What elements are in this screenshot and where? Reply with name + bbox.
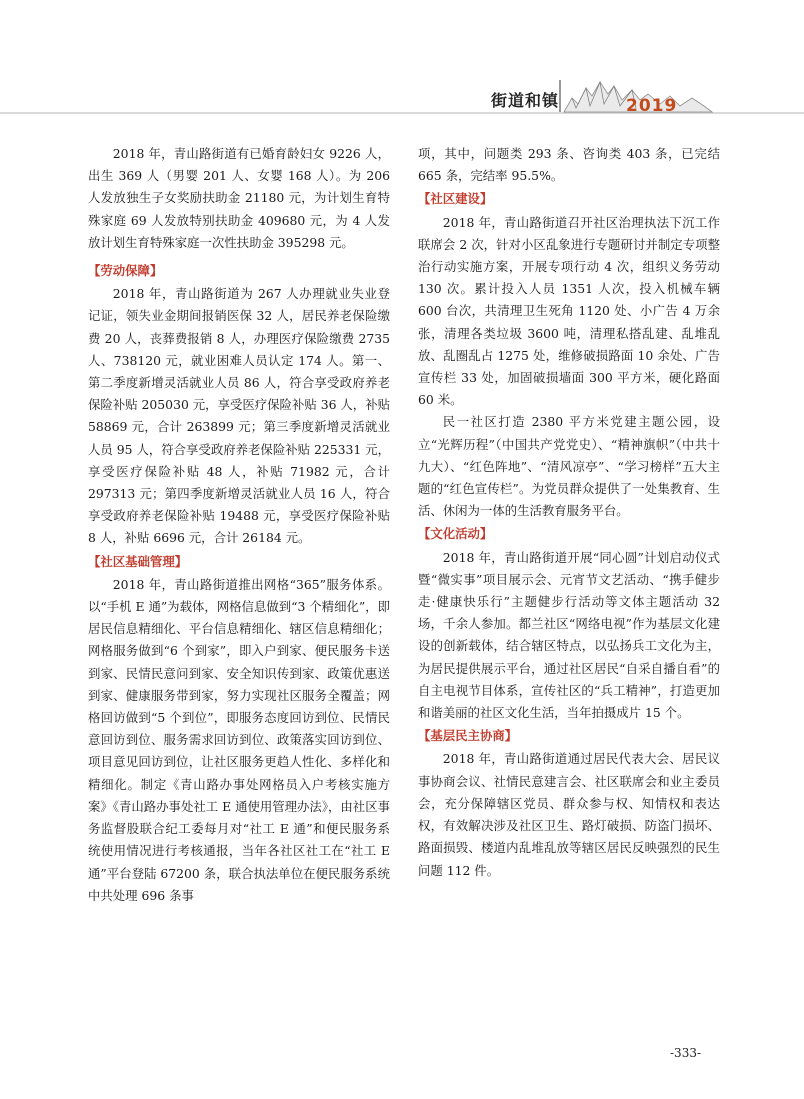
- section-heading-community-building: 【社区建设】: [418, 191, 493, 207]
- paragraph-continuation: 项，其中，问题类 293 条、咨询类 403 条，已完结 665 条，完结率 95.5%。: [418, 146, 720, 184]
- section-heading-culture: 【文化活动】: [418, 526, 493, 542]
- header-title: 街道和镇: [491, 91, 560, 110]
- paragraph-party-park: 民一社区打造 2380 平方米党建主题公园，设立“光辉历程”（中国共产党党史）、“精神旗帜”（中共十九大）、“红色阵地”、“清风凉亭”、“学习榜样”五大主题的“红色宣传栏”。为党员群众提供了一处集教育、生活、休闲为一体的生活教育服务平台。: [418, 414, 720, 519]
- header-year: 2019: [626, 96, 678, 116]
- left-column: [88, 143, 390, 907]
- paragraph-democracy: 2018 年，青山路街道通过居民代表大会、居民议事协商会议、社情民意建言会、社区联席会和业主委员会，充分保障辖区党员、群众参与权、知情权和表达权，有效解决涉及社区卫生、路灯破损、防盗门损坏、路面损毁、楼道内乱堆乱放等辖区居民反映强烈的民生问题 112 件。: [418, 751, 720, 878]
- section-heading-community-management: 【社区基础管理】: [88, 553, 188, 569]
- page-header: [0, 0, 804, 122]
- paragraph-culture: 2018 年，青山路街道开展“同心圆”计划启动仪式暨“微实事”项目展示会、元宵节文艺活动、“携手健步走·健康快乐行”主题健步行活动等文体主题活动 32 场，千余人参加。都兰社区“网络电视”作为基层文化建设的创新载体，结合辖区特点，以弘扬兵工文化为主，为居民提供展示平台，通过社区居民“自采自播自看”的自主电视节目体系，宣传社区的“兵工精神”，打造更加和谐美丽的社区文化生活，当年拍摄成片 15 个。: [418, 549, 720, 721]
- mountain-banner-icon: [0, 0, 804, 122]
- paragraph-family-planning: 2018 年，青山路街道有已婚育龄妇女 9226 人，出生 369 人（男婴 201 人、女婴 168 人）。为 206 人发放独生子女奖励扶助金 21180 元，为计划生育特殊家庭 69 人发放特别扶助金 409680 元，为 4 人发放计划生育特殊家庭一次性扶助金 395298 元。: [88, 146, 390, 250]
- right-column: [418, 143, 720, 882]
- section-heading-labor: 【劳动保障】: [88, 263, 163, 279]
- paragraph-community-building: 2018 年，青山路街道召开社区治理执法下沉工作联席会 2 次，针对小区乱象进行专题研讨并制定专项整治行动实施方案，开展专项行动 4 次，组织义务劳动 130 次。累计投入人员 1351 人次，投入机械车辆 600 台次，共清理卫生死角 1120 处、小广告 4 万余张，清理各类垃圾 3600 吨，清理私搭乱建、乱堆乱放、乱圈乱占 1275 处，维修破损路面 10 余处、广告宣传栏 33 处，加固破损墙面 300 平方米，硬化路面 60 米。: [418, 214, 720, 408]
- page-number: -333-: [670, 1046, 702, 1060]
- paragraph-labor: 2018 年，青山路街道为 267 人办理就业失业登记证，领失业金期间报销医保 32 人，居民养老保险缴费 20 人，丧葬费报销 8 人，办理医疗保险缴费 2735 人、738120 元，就业困难人员认定 174 人。第一、第二季度新增灵活就业人员 86 人，符合享受政府养老保险补贴 205030 元，享受医疗保险补贴 36 人，补贴 58869 元，合计 263899 元；第三季度新增灵活就业人员 95 人，符合享受政府养老保险补贴 225331 元，享受医疗保险补贴 48 人，补贴 71982 元，合计 297313 元；第四季度新增灵活就业人员 16 人，符合享受政府养老保险补贴 19488 元，享受医疗保险补贴 8 人，补贴 6696 元，合计 26184 元。: [88, 286, 390, 546]
- paragraph-community-management: 2018 年，青山路街道推出网格“365”服务体系。以“手机 E 通”为载体，网格信息做到“3 个精细化”，即居民信息精细化、平台信息精细化、辖区信息精细化；网格服务做到“6 个到家”，即入户到家、便民服务卡送到家、民情民意问到家、安全知识传到家、政策优惠送到家、健康服务带到家，努力实现社区服务全覆盖；网格回访做到“5 个到位”，即服务态度回访到位、民情民意回访到位、服务需求回访到位、政策落实回访到位、项目意见回访到位，让社区服务更趋人性化、多样化和精细化。制定《青山路办事处网格员入户考核实施方案》《青山路办事处社工 E 通使用管理办法》，由社区事务监督股联合纪工委每月对“社工 E 通”和便民服务系统使用情况进行考核通报，当年各社区社工在“社工 E 通”平台登陆 67200 条，联合执法单位在便民服务系统中共处理 696 条事: [88, 576, 390, 903]
- section-heading-democracy: 【基层民主协商】: [418, 728, 518, 744]
